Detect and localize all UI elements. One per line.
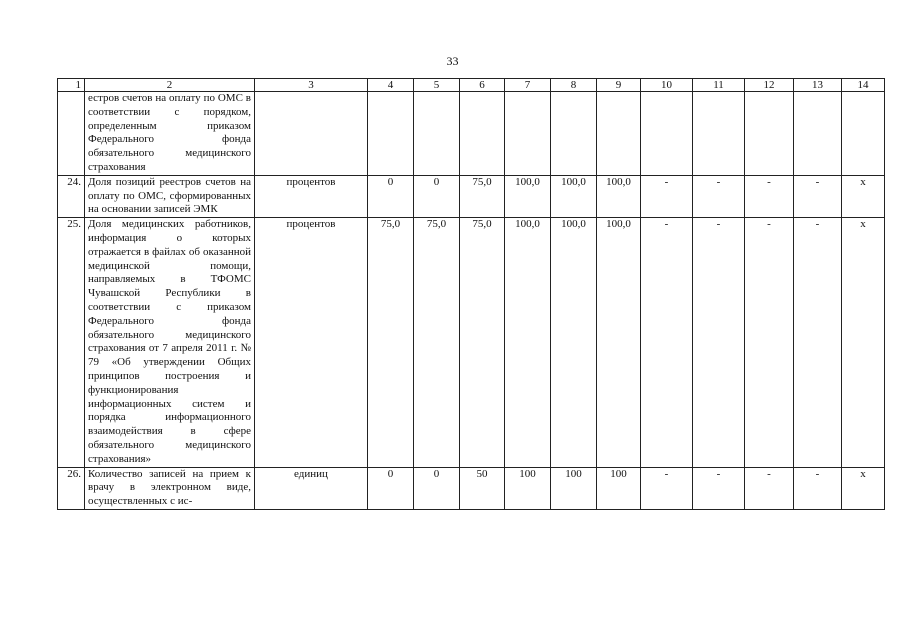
- value-cell: -: [794, 218, 842, 467]
- row-number: [58, 92, 85, 176]
- column-header: 13: [794, 79, 842, 92]
- table-row: [58, 467, 885, 509]
- value-cell: x: [842, 175, 885, 217]
- indicator-name: естров счетов на оплату по ОМС в соответствии с порядком, определенным приказом Федерального фонда обязательного медицинского страхования: [85, 92, 255, 176]
- column-header: 1: [58, 79, 85, 92]
- indicators-table: [57, 78, 885, 510]
- table-row: [58, 175, 885, 217]
- column-header: 5: [414, 79, 460, 92]
- value-cell: [641, 92, 693, 176]
- column-header: 12: [745, 79, 794, 92]
- unit: единиц: [255, 467, 368, 509]
- value-cell: -: [794, 467, 842, 509]
- column-header: 3: [255, 79, 368, 92]
- value-cell: x: [842, 218, 885, 467]
- column-header: 4: [368, 79, 414, 92]
- value-cell: 100,0: [505, 175, 551, 217]
- column-header: 14: [842, 79, 885, 92]
- table-row: [58, 92, 885, 176]
- value-cell: 100: [597, 467, 641, 509]
- value-cell: [505, 92, 551, 176]
- value-cell: -: [794, 175, 842, 217]
- unit: процентов: [255, 218, 368, 467]
- column-header: 7: [505, 79, 551, 92]
- value-cell: 100,0: [597, 218, 641, 467]
- value-cell: -: [693, 175, 745, 217]
- value-cell: -: [693, 218, 745, 467]
- value-cell: [693, 92, 745, 176]
- value-cell: 0: [368, 467, 414, 509]
- value-cell: 75,0: [460, 175, 505, 217]
- row-number: 26.: [58, 467, 85, 509]
- value-cell: -: [693, 467, 745, 509]
- value-cell: 100,0: [597, 175, 641, 217]
- column-header: 9: [597, 79, 641, 92]
- column-number-row: [58, 79, 885, 92]
- value-cell: 100,0: [551, 218, 597, 467]
- value-cell: -: [641, 175, 693, 217]
- value-cell: [794, 92, 842, 176]
- value-cell: 100,0: [551, 175, 597, 217]
- column-header: 8: [551, 79, 597, 92]
- unit: [255, 92, 368, 176]
- value-cell: [597, 92, 641, 176]
- value-cell: -: [641, 467, 693, 509]
- indicator-name: Количество записей на прием к врачу в электронном виде, осуществленных с ис-: [85, 467, 255, 509]
- page-number: 33: [446, 54, 459, 68]
- value-cell: 100: [505, 467, 551, 509]
- unit: процентов: [255, 175, 368, 217]
- value-cell: 100,0: [505, 218, 551, 467]
- indicator-name: Доля позиций реестров счетов на оплату по ОМС, сформированных на основании записей ЭМК: [85, 175, 255, 217]
- value-cell: [842, 92, 885, 176]
- value-cell: 75,0: [414, 218, 460, 467]
- value-cell: x: [842, 467, 885, 509]
- value-cell: 0: [414, 467, 460, 509]
- value-cell: [414, 92, 460, 176]
- table-row: [58, 218, 885, 467]
- column-header: 2: [85, 79, 255, 92]
- row-number: 24.: [58, 175, 85, 217]
- value-cell: -: [641, 218, 693, 467]
- value-cell: 0: [414, 175, 460, 217]
- column-header: 11: [693, 79, 745, 92]
- value-cell: 100: [551, 467, 597, 509]
- column-header: 10: [641, 79, 693, 92]
- value-cell: 0: [368, 175, 414, 217]
- value-cell: 75,0: [460, 218, 505, 467]
- value-cell: -: [745, 175, 794, 217]
- value-cell: -: [745, 218, 794, 467]
- value-cell: [460, 92, 505, 176]
- value-cell: -: [745, 467, 794, 509]
- value-cell: [551, 92, 597, 176]
- row-number: 25.: [58, 218, 85, 467]
- column-header: 6: [460, 79, 505, 92]
- value-cell: 50: [460, 467, 505, 509]
- indicator-name: Доля медицинских работников, информация о которых отражается в файлах об оказанной медицинской помощи, направляемых в ТФОМС Чувашской Республики в соответствии с приказом Федерального фонда обязательного медицинского страхования от 7 апреля 2011 г. № 79 «Об утверждении Общих принципов построения и функционирования информационных систем и порядка информационного взаимодействия в сфере обязательного медицинского страхования»: [85, 218, 255, 467]
- value-cell: [368, 92, 414, 176]
- value-cell: 75,0: [368, 218, 414, 467]
- value-cell: [745, 92, 794, 176]
